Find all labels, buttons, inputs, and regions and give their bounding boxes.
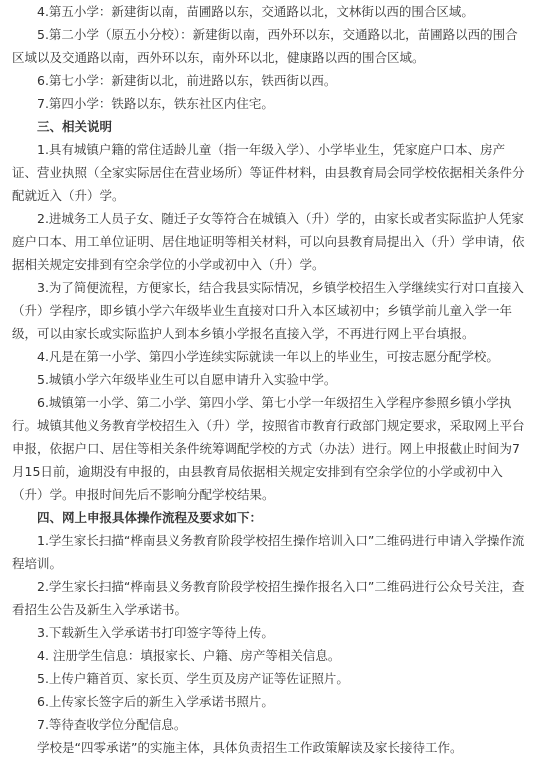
section-4-item-4: 4. 注册学生信息：填报家长、户籍、房产等相关信息。 [37,648,341,663]
section-3-item-2: 2.进城务工人员子女、随迁子女等符合在城镇入（升）学的，由家长或者实际监护人凭家庭户口本、用工单位证明、居住地证明等相关材料，可以向县教育局提出入（升）学申请，依据相关规定安排到有空余学位的小学或初中入（升）学。 [12,211,525,272]
school-area-5: 5.第二小学（原五小分校）：新建街以南，西外环以东，交通路以北，苗圃路以西的围合区域以及交通路以南，西外环以东，南外环以北，健康路以西的围合区域。 [12,27,518,65]
section-4-item-2: 2.学生家长扫描“桦南县义务教育阶段学校招生操作报名入口”二维码进行公众号关注，查看招生公告及新生入学承诺书。 [12,579,525,617]
school-area-4: 4.第五小学：新建街以南，苗圃路以东，交通路以北，文林街以西的围合区域。 [37,4,474,19]
section-3-heading: 三、相关说明 [37,119,113,134]
school-area-6: 6.第七小学：新建街以北，前进路以东，铁西街以西。 [37,73,337,88]
section-4-item-7: 7.等待查收学位分配信息。 [37,717,187,732]
closing-paragraph: 学校是“四零承诺”的实施主体，具体负责招生工作政策解读及家长接待工作。 [37,740,463,755]
section-3-item-6: 6.城镇第一小学、第二小学、第四小学、第七小学一年级招生入学程序参照乡镇小学执行。城镇其他义务教育学校招生入（升）学，按照省市教育行政部门规定要求，采取网上平台申报，依据户口、居住等相关条件统筹调配学校的方式（办法）进行。网上申报截止时间为7月15日前，逾期没有申报的，由县教育局依据相关规定安排到有空余学位的小学或初中入（升）学。申报时间先后不影响分配学校结果。 [12,395,525,502]
section-4-item-1: 1.学生家长扫描“桦南县义务教育阶段学校招生操作培训入口”二维码进行申请入学操作流程培训。 [12,533,525,571]
section-4-item-3: 3.下载新生入学承诺书打印签字等待上传。 [37,625,274,640]
school-area-7: 7.第四小学：铁路以东，铁东社区内住宅。 [37,96,274,111]
section-4-heading: 四、网上申报具体操作流程及要求如下： [37,510,263,525]
section-3-item-4: 4.凡是在第一小学、第四小学连续实际就读一年以上的毕业生，可按志愿分配学校。 [37,349,499,364]
section-3-item-3: 3.为了简便流程，方便家长，结合我县实际情况，乡镇学校招生入学继续实行对口直接入（升）学程序，即乡镇小学六年级毕业生直接对口升入本区域初中；乡镇学前儿童入学一年级，可以由家长或实际监护人到本乡镇小学报名直接入学，不再进行网上平台填报。 [12,280,524,341]
section-3-item-5: 5.城镇小学六年级毕业生可以自愿申请升入实验中学。 [37,372,337,387]
section-3-item-1: 1.具有城镇户籍的常住适龄儿童（指一年级入学）、小学毕业生，凭家庭户口本、房产证、营业执照（全家实际居住在营业场所）等证件材料，由县教育局会同学校依据相关条件分配就近入（升）学。 [12,142,525,203]
section-4-item-5: 5.上传户籍首页、家长页、学生页及房产证等佐证照片。 [37,671,349,686]
section-4-item-6: 6.上传家长签字后的新生入学承诺书照片。 [37,694,274,709]
